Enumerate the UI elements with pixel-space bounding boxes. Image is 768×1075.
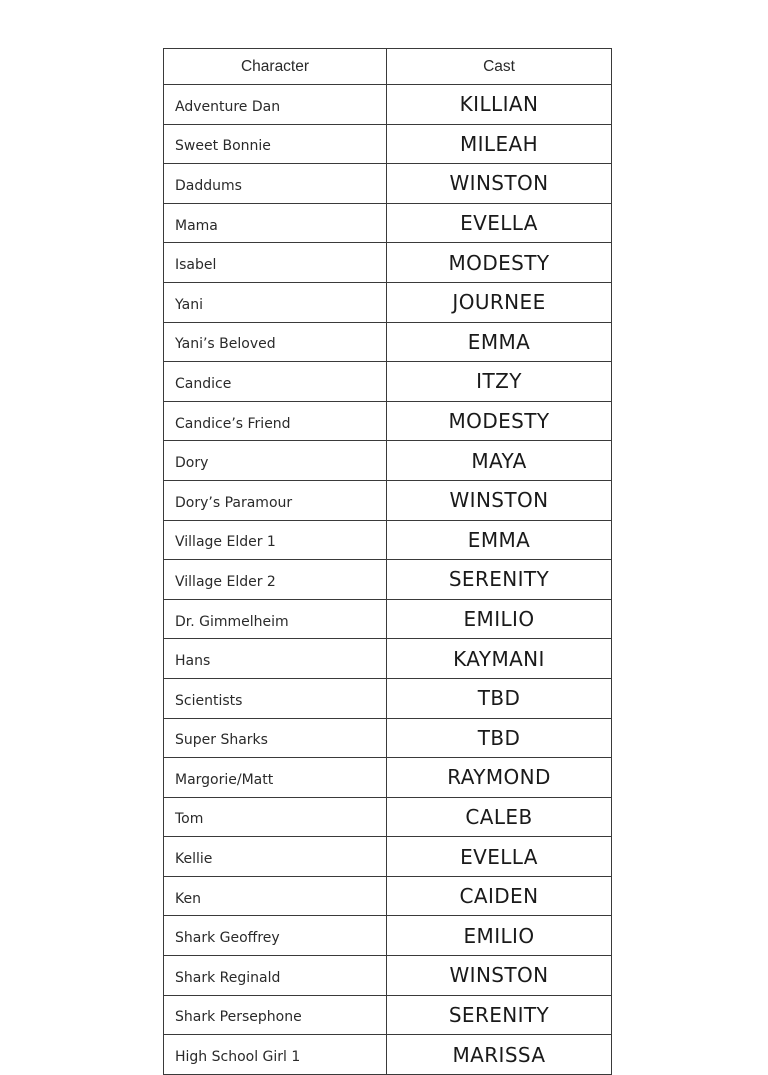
cast-member-cell: MODESTY xyxy=(387,401,612,441)
table-row xyxy=(164,678,612,718)
table-row xyxy=(164,599,612,639)
cast-member-cell: WINSTON xyxy=(387,164,612,204)
character-name-cell: Ken xyxy=(164,876,387,916)
character-name-cell: Yani’s Beloved xyxy=(164,322,387,362)
table-row xyxy=(164,956,612,996)
table-row xyxy=(164,282,612,322)
cast-member-cell: EMMA xyxy=(387,520,612,560)
table-row xyxy=(164,362,612,402)
header-row xyxy=(164,49,612,85)
cast-member-cell: ITZY xyxy=(387,362,612,402)
table-row xyxy=(164,124,612,164)
character-name-cell: Yani xyxy=(164,282,387,322)
table-header xyxy=(164,49,612,85)
cast-member-cell: EMMA xyxy=(387,322,612,362)
table-row xyxy=(164,916,612,956)
character-name-cell: Dory xyxy=(164,441,387,481)
cast-list-table xyxy=(163,48,612,1075)
table-row xyxy=(164,560,612,600)
cast-member-cell: MAYA xyxy=(387,441,612,481)
cast-member-cell: RAYMOND xyxy=(387,758,612,798)
table-row xyxy=(164,203,612,243)
cast-member-cell: MODESTY xyxy=(387,243,612,283)
table-row xyxy=(164,243,612,283)
table-row xyxy=(164,520,612,560)
character-name-cell: Dr. Gimmelheim xyxy=(164,599,387,639)
character-name-cell: Candice xyxy=(164,362,387,402)
cast-member-cell: EVELLA xyxy=(387,837,612,877)
character-name-cell: Tom xyxy=(164,797,387,837)
character-name-cell: Village Elder 1 xyxy=(164,520,387,560)
table-row xyxy=(164,322,612,362)
character-name-cell: Margorie/Matt xyxy=(164,758,387,798)
cast-member-cell: CALEB xyxy=(387,797,612,837)
character-name-cell: Candice’s Friend xyxy=(164,401,387,441)
table-row xyxy=(164,164,612,204)
cast-member-cell: TBD xyxy=(387,718,612,758)
character-name-cell: Village Elder 2 xyxy=(164,560,387,600)
character-name-cell: Kellie xyxy=(164,837,387,877)
character-name-cell: Hans xyxy=(164,639,387,679)
table-body xyxy=(164,85,612,1075)
table-row xyxy=(164,758,612,798)
character-name-cell: Shark Geoffrey xyxy=(164,916,387,956)
table-row xyxy=(164,480,612,520)
cast-member-cell: JOURNEE xyxy=(387,282,612,322)
character-name-cell: Isabel xyxy=(164,243,387,283)
character-name-cell: Shark Reginald xyxy=(164,956,387,996)
cast-member-cell: EMILIO xyxy=(387,599,612,639)
cast-column-header: Cast xyxy=(387,49,612,85)
character-column-header: Character xyxy=(164,49,387,85)
cast-member-cell: EMILIO xyxy=(387,916,612,956)
table-row xyxy=(164,837,612,877)
cast-member-cell: WINSTON xyxy=(387,956,612,996)
table-row xyxy=(164,995,612,1035)
cast-member-cell: KILLIAN xyxy=(387,85,612,125)
character-name-cell: Shark Persephone xyxy=(164,995,387,1035)
table-row xyxy=(164,718,612,758)
character-name-cell: Scientists xyxy=(164,678,387,718)
cast-member-cell: CAIDEN xyxy=(387,876,612,916)
table-row xyxy=(164,401,612,441)
cast-member-cell: MARISSA xyxy=(387,1035,612,1075)
character-name-cell: Mama xyxy=(164,203,387,243)
cast-member-cell: TBD xyxy=(387,678,612,718)
cast-member-cell: MILEAH xyxy=(387,124,612,164)
table-row xyxy=(164,1035,612,1075)
character-name-cell: Dory’s Paramour xyxy=(164,480,387,520)
character-name-cell: Adventure Dan xyxy=(164,85,387,125)
character-name-cell: Daddums xyxy=(164,164,387,204)
table-row xyxy=(164,441,612,481)
character-name-cell: Super Sharks xyxy=(164,718,387,758)
cast-member-cell: EVELLA xyxy=(387,203,612,243)
cast-member-cell: WINSTON xyxy=(387,480,612,520)
character-name-cell: High School Girl 1 xyxy=(164,1035,387,1075)
table-row xyxy=(164,876,612,916)
table-row xyxy=(164,639,612,679)
character-name-cell: Sweet Bonnie xyxy=(164,124,387,164)
table-row xyxy=(164,85,612,125)
cast-member-cell: KAYMANI xyxy=(387,639,612,679)
cast-member-cell: SERENITY xyxy=(387,995,612,1035)
table-row xyxy=(164,797,612,837)
cast-member-cell: SERENITY xyxy=(387,560,612,600)
